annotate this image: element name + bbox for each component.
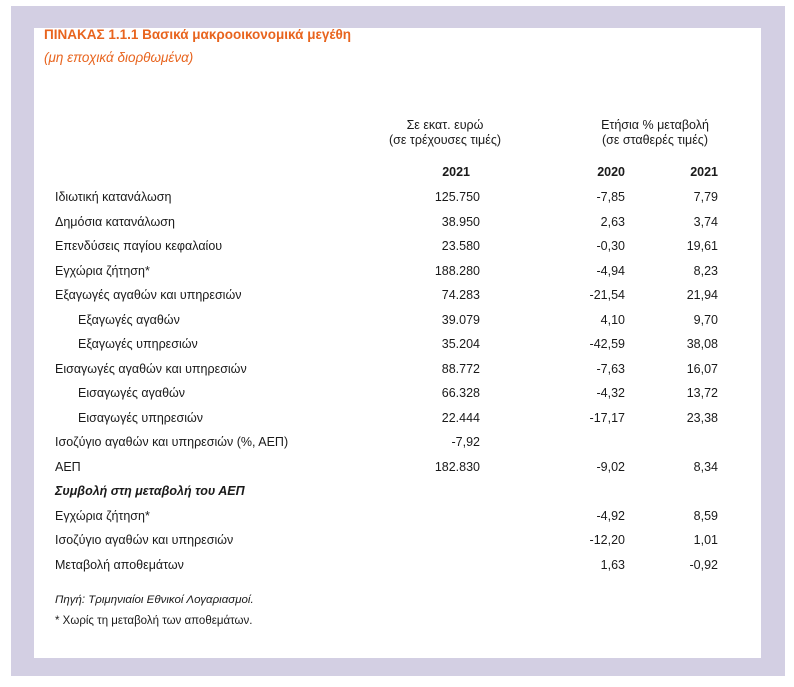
row-change-2020: -42,59 — [589, 337, 625, 351]
table-row — [0, 236, 794, 261]
table-row — [0, 359, 794, 384]
row-value-current: 22.444 — [441, 410, 480, 425]
row-value-current: 35.204 — [441, 337, 480, 351]
row-change-2021: 1,01 — [693, 533, 718, 547]
table-row — [0, 530, 794, 555]
row-label: Εγχώρια ζήτηση* — [55, 508, 150, 523]
year-header-prev: 2020 — [597, 165, 625, 179]
row-change-2020: 4,10 — [600, 312, 625, 327]
row-change-2020: -0,30 — [596, 239, 625, 253]
row-value-current: 182.830 — [434, 459, 480, 474]
row-change-2020: 2,63 — [600, 214, 625, 229]
row-change-2020: -4,32 — [596, 386, 625, 400]
row-change-2020: -17,17 — [589, 410, 625, 425]
row-value-current: 66.328 — [441, 386, 480, 400]
row-change-2021: 13,72 — [686, 386, 718, 400]
row-change-2021: 16,07 — [686, 361, 718, 376]
header-annual-change-line2: (σε σταθερές τιμές) — [601, 133, 708, 147]
row-label: Εξαγωγές αγαθών και υπηρεσιών — [55, 288, 242, 302]
row-change-2020: -12,20 — [589, 533, 625, 547]
row-change-2020: -4,94 — [596, 263, 625, 278]
row-label: Επενδύσεις παγίου κεφαλαίου — [55, 239, 223, 253]
row-label: Εξαγωγές αγαθών — [78, 312, 180, 327]
row-value-current: 125.750 — [434, 190, 480, 204]
row-change-2020: -7,85 — [596, 190, 625, 204]
row-change-2021: 38,08 — [686, 337, 718, 351]
table-row — [0, 432, 794, 457]
footnote: * Χωρίς τη μεταβολή των αποθεμάτων. — [55, 615, 253, 627]
table-row — [0, 383, 794, 408]
table-row — [0, 555, 794, 580]
row-change-2021: 19,61 — [686, 239, 718, 253]
row-change-2021: 21,94 — [686, 288, 718, 302]
row-label: Μεταβολή αποθεμάτων — [55, 557, 184, 572]
table-body — [0, 187, 794, 579]
table-row — [0, 334, 794, 359]
row-label: Ισοζύγιο αγαθών και υπηρεσιών (%, ΑΕΠ) — [55, 435, 289, 449]
row-label: Δημόσια κατανάλωση — [55, 214, 175, 229]
row-change-2020: -21,54 — [589, 288, 625, 302]
row-label: ΑΕΠ — [55, 459, 81, 474]
row-change-2021: 23,38 — [686, 410, 718, 425]
row-label: Εξαγωγές υπηρεσιών — [78, 337, 198, 351]
row-change-2021: 8,59 — [693, 508, 718, 523]
row-value-current: 188.280 — [434, 263, 480, 278]
table-row — [0, 408, 794, 433]
row-change-2020: -9,02 — [596, 459, 625, 474]
row-change-2021: 8,23 — [693, 263, 718, 278]
table-row — [0, 457, 794, 482]
table-row — [0, 261, 794, 286]
row-value-current: 39.079 — [441, 312, 480, 327]
row-label: Εισαγωγές αγαθών και υπηρεσιών — [55, 361, 247, 376]
header-current-prices-line2: (σε τρέχουσες τιμές) — [388, 133, 502, 147]
row-value-current: -7,92 — [451, 435, 480, 449]
row-change-2020: -7,63 — [596, 361, 625, 376]
row-change-2020: -4,92 — [596, 508, 625, 523]
header-annual-change — [555, 118, 755, 148]
row-change-2021: 7,79 — [693, 190, 718, 204]
year-header-change: 2021 — [690, 165, 718, 179]
row-label: Εγχώρια ζήτηση* — [55, 263, 150, 278]
row-change-2021: 8,34 — [693, 459, 718, 474]
row-label: Ισοζύγιο αγαθών και υπηρεσιών — [55, 533, 234, 547]
header-current-prices — [355, 118, 535, 148]
row-value-current: 38.950 — [441, 214, 480, 229]
row-value-current: 74.283 — [441, 288, 480, 302]
row-label: Εισαγωγές αγαθών — [78, 386, 186, 400]
section-header-row — [0, 481, 794, 506]
row-change-2021: 9,70 — [693, 312, 718, 327]
source-note: Πηγή: Τριμηνιαίοι Εθνικοί Λογαριασμοί. — [55, 594, 254, 606]
table-row — [0, 310, 794, 335]
header-current-prices-line1: Σε εκατ. ευρώ — [406, 118, 484, 132]
table-row — [0, 285, 794, 310]
header-annual-change-line1: Ετήσια % μεταβολή — [601, 118, 709, 132]
row-change-2021: -0,92 — [689, 557, 718, 572]
table-row — [0, 506, 794, 531]
table-row — [0, 187, 794, 212]
section-label: Συμβολή στη μεταβολή του ΑΕΠ — [55, 484, 245, 498]
row-label: Ιδιωτική κατανάλωση — [55, 190, 172, 204]
row-label: Εισαγωγές υπηρεσιών — [78, 410, 203, 425]
row-value-current: 88.772 — [441, 361, 480, 376]
row-value-current: 23.580 — [441, 239, 480, 253]
row-change-2021: 3,74 — [693, 214, 718, 229]
table-row — [0, 212, 794, 237]
table-subtitle: (μη εποχικά διορθωμένα) — [44, 50, 194, 65]
year-header-current: 2021 — [442, 165, 470, 179]
table-title: ΠΙΝΑΚΑΣ 1.1.1 Βασικά μακροοικονομικά μεγέθη — [44, 27, 351, 42]
row-change-2020: 1,63 — [600, 557, 625, 572]
